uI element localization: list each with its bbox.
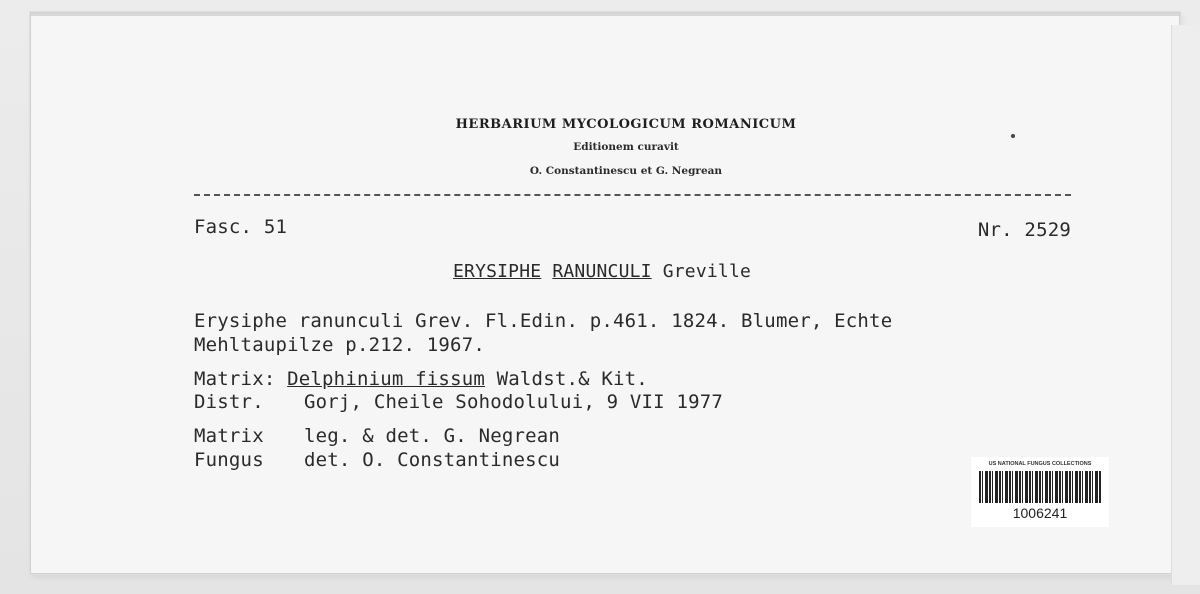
barcode-number: 1006241 [1012,505,1068,521]
host-author: Waldst.& Kit. [485,368,648,390]
species-epithet: RANUNCULI [552,261,652,282]
reference-line-2: Mehltaupilze p.212. 1967. [194,334,485,356]
fungus-line [194,449,560,471]
matrix-key: Matrix: [194,368,276,390]
species-author: Greville [662,261,752,282]
label-side-edge [1171,25,1200,585]
reference-line-1: Erysiphe ranunculi Grev. Fl.Edin. p.461. 1824. Blumer, Echte [194,310,893,332]
barcode-caption: US NATIONAL FUNGUS COLLECTIONS [988,461,1092,467]
collector-line [194,425,560,447]
header-rule [194,194,1071,196]
herbarium-subtitle: Editionem curavit [573,141,679,153]
species-name [453,261,751,282]
fungus-key: Fungus [194,449,264,471]
herbarium-title: HERBARIUM MYCOLOGICUM ROMANICUM [455,117,797,132]
matrix-line [194,368,648,390]
distribution-line [194,391,723,413]
distribution-value: Gorj, Cheile Sohodolului, 9 VII 1977 [304,391,724,413]
barcode-label [971,457,1109,527]
collector-key: Matrix [194,425,264,447]
ink-dot [1011,134,1015,138]
specimen-label [30,12,1180,574]
host-name: Delphinium fissum [287,368,485,390]
fascicle-number: Fasc. 51 [194,216,288,238]
label-top-edge [31,13,1179,16]
barcode-icon [979,471,1101,503]
specimen-number: Nr. 2529 [977,219,1071,241]
species-genus: ERYSIPHE [453,261,542,282]
herbarium-editors: O. Constantinescu et G. Negrean [529,165,723,177]
fungus-value: det. O. Constantinescu [304,449,561,471]
collector-value: leg. & det. G. Negrean [304,425,561,447]
distribution-key: Distr. [194,391,264,413]
